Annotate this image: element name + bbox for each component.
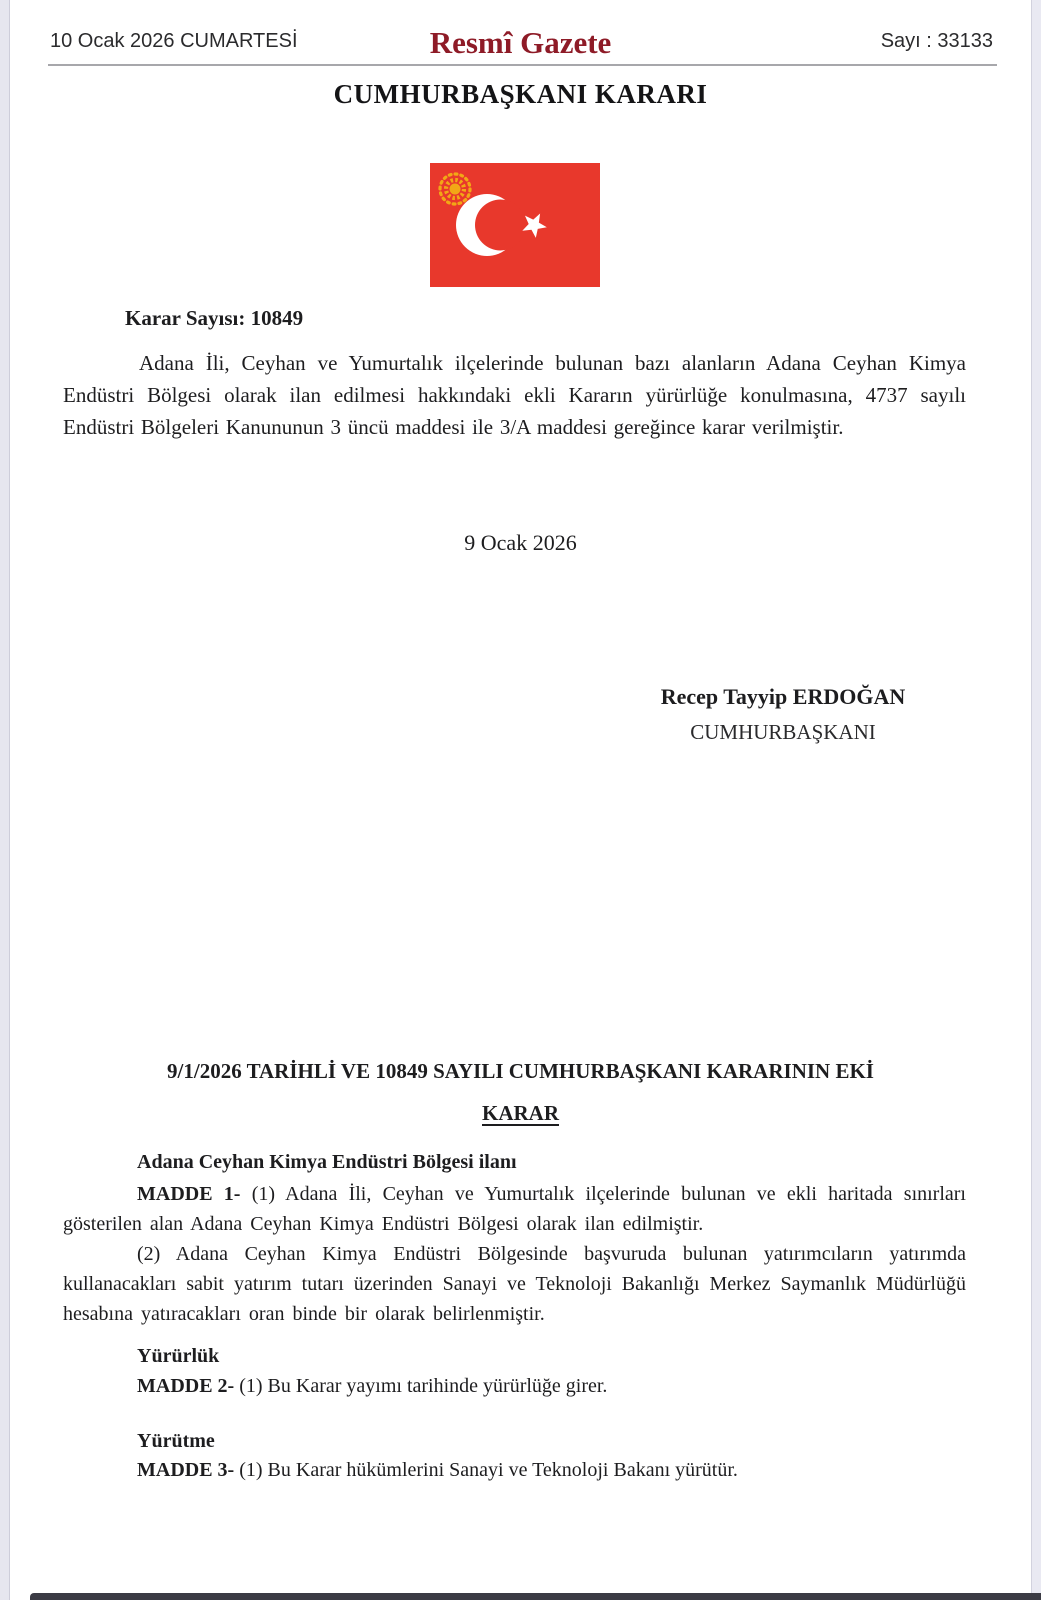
article-1-clause-1-text: (1) Adana İli, Ceyhan ve Yumurtalık ilçelerinde bulunan ve ekli haritada sınırları gösterilen alan Adana Ceyhan Kimya Endüstri Bölgesi olarak ilan edilmiştir. bbox=[63, 1183, 966, 1235]
decision-date: 9 Ocak 2026 bbox=[464, 530, 577, 555]
section-title-ilan: Adana Ceyhan Kimya Endüstri Bölgesi ilanı bbox=[137, 1151, 517, 1173]
masthead-divider bbox=[48, 64, 997, 66]
article-1-clause-1 bbox=[63, 1179, 966, 1239]
annex-heading: 9/1/2026 TARİHLİ VE 10849 SAYILI CUMHURBAŞKANI KARARININ EKİ bbox=[167, 1059, 874, 1083]
article-1-clause-2: (2) Adana Ceyhan Kimya Endüstri Bölgesinde başvuruda bulunan yatırımcıların yatırımda kullanacakları sabit yatırım tutarı üzerinden Sanayi ve Teknoloji Bakanlığı Merkez Saymanlık Müdürlüğü hesabına yatıracakları oran binde bir olarak belirlenmiştir. bbox=[63, 1243, 966, 1325]
masthead-date: 10 Ocak 2026 CUMARTESİ bbox=[50, 30, 298, 52]
decision-number: Karar Sayısı: 10849 bbox=[125, 306, 304, 330]
masthead-title: Resmî Gazete bbox=[429, 25, 612, 60]
article-2-label: MADDE 2- bbox=[137, 1375, 235, 1397]
article-2 bbox=[137, 1375, 607, 1398]
article-2-text: (1) Bu Karar yayımı tarihinde yürürlüğe girer. bbox=[234, 1375, 608, 1397]
page-left-edge bbox=[0, 0, 10, 1600]
signature-block bbox=[571, 684, 995, 745]
decision-body-paragraph: Adana İli, Ceyhan ve Yumurtalık ilçelerinde bulunan bazı alanların Adana Ceyhan Kimya Endüstri Bölgesi olarak ilan edilmesi hakkındaki ekli Kararın yürürlüğe konulmasına, 4737 sayılı Endüstri Bölgeleri Kanununun 3 üncü maddesi ile 3/A maddesi gereğince karar verilmiştir. bbox=[63, 351, 966, 439]
signature-name: Recep Tayyip ERDOĞAN bbox=[660, 684, 906, 709]
turkish-presidential-flag-icon bbox=[430, 163, 600, 287]
article-3 bbox=[137, 1459, 738, 1482]
bottom-scroll-bar bbox=[30, 1593, 1041, 1600]
article-1 bbox=[63, 1179, 966, 1329]
page-right-edge bbox=[1031, 0, 1041, 1600]
annex-subheading bbox=[0, 1101, 1041, 1126]
article-3-text: (1) Bu Karar hükümlerini Sanayi ve Teknoloji Bakanı yürütür. bbox=[234, 1459, 738, 1481]
article-1-label: MADDE 1- bbox=[137, 1183, 241, 1205]
signature-title: CUMHURBAŞKANI bbox=[690, 720, 876, 744]
section-title-yururluk: Yürürlük bbox=[137, 1345, 220, 1367]
annex-subheading-text: KARAR bbox=[482, 1101, 559, 1125]
document-title: CUMHURBAŞKANI KARARI bbox=[333, 79, 708, 109]
section-title-yurutme: Yürütme bbox=[137, 1430, 215, 1452]
article-3-label: MADDE 3- bbox=[137, 1459, 235, 1481]
masthead-issue-number: Sayı : 33133 bbox=[880, 30, 993, 52]
